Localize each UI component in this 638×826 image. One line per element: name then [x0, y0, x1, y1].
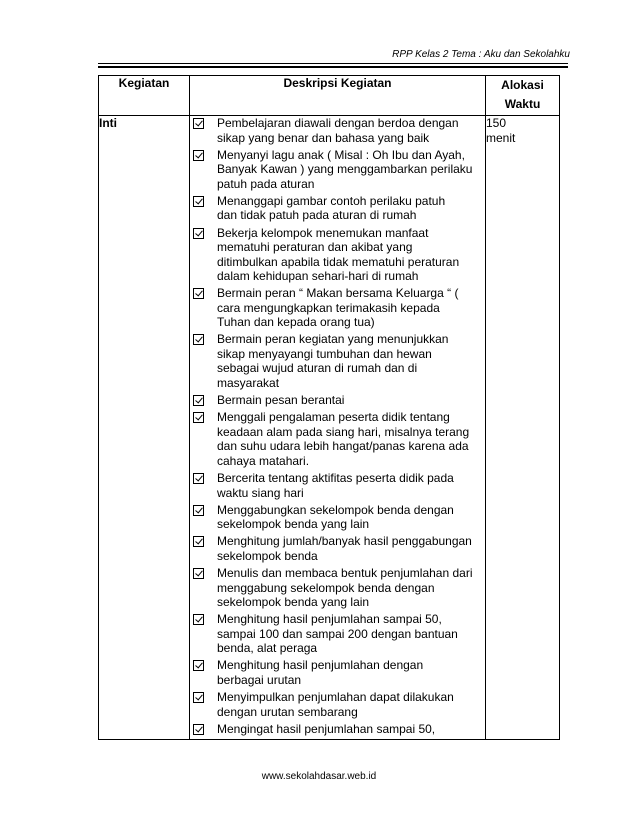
- list-item-line: Banyak Kawan ) yang menggambarkan perilaku: [217, 162, 473, 177]
- activity-list: [190, 116, 485, 736]
- list-item: [190, 226, 485, 284]
- list-item: [190, 194, 485, 223]
- list-item-line: ditimbulkan apabila tidak mematuhi peraturan: [217, 254, 460, 269]
- list-item-line: dan suhu udara lebih hangat/panas karena ada: [217, 439, 469, 454]
- header-deskripsi: Deskripsi Kegiatan: [190, 76, 486, 116]
- list-item-line: Menyimpulkan penjumlahan dapat dilakukan: [217, 690, 454, 705]
- list-item-line: cara mengungkapkan terimakasih kepada: [217, 300, 440, 315]
- list-item: [190, 658, 485, 687]
- list-item-line: Bermain pesan berantai: [217, 393, 345, 408]
- checked-box-icon: [193, 395, 204, 406]
- checked-box-icon: [193, 228, 204, 239]
- table-row: [99, 116, 560, 740]
- list-item-line: waktu siang hari: [217, 485, 304, 500]
- activity-table: [98, 75, 560, 740]
- checked-box-icon: [193, 118, 204, 129]
- list-item-line: Bermain peran “ Makan bersama Keluarga “ (: [217, 286, 459, 301]
- page-header-title: RPP Kelas 2 Tema : Aku dan Sekolahku: [392, 49, 570, 60]
- list-item: [190, 286, 485, 330]
- checked-box-icon: [193, 412, 204, 423]
- checked-box-icon: [193, 505, 204, 516]
- checked-box-icon: [193, 568, 204, 579]
- list-item-line: Pembelajaran diawali dengan berdoa dengan: [217, 116, 459, 130]
- list-item: [190, 690, 485, 719]
- list-item-line: keadaan alam pada siang hari, misalnya terang: [217, 424, 470, 439]
- list-item-line: Menghitung hasil penjumlahan dengan: [217, 658, 424, 673]
- list-item-line: Menggabungkan sekelompok benda dengan: [217, 502, 454, 517]
- list-item-line: sekelompok benda yang lain: [217, 517, 370, 532]
- list-item-line: masyarakat: [217, 375, 280, 390]
- list-item-line: sikap yang benar dan bahasa yang baik: [217, 130, 430, 145]
- alokasi-unit: menit: [486, 131, 516, 145]
- header-rule-thick: [98, 66, 568, 68]
- list-item-line: Menghitung jumlah/banyak hasil penggabungan: [217, 534, 472, 549]
- list-item-line: patuh pada aturan: [217, 176, 315, 191]
- list-item-line: mematuhi peraturan dan akibat yang: [217, 240, 413, 255]
- list-item: [190, 410, 485, 468]
- footer-url: www.sekolahdasar.web.id: [261, 771, 377, 782]
- list-item-line: berbagai urutan: [217, 672, 302, 687]
- list-item-line: sebagai wujud aturan di rumah dan di: [217, 361, 418, 376]
- kegiatan-cell: Inti: [99, 116, 190, 740]
- list-item: [190, 503, 485, 532]
- list-item: [190, 534, 485, 563]
- list-item-line: Menyanyi lagu anak ( Misal : Oh Ibu dan Ayah,: [217, 147, 465, 162]
- list-item-line: Bermain peran kegiatan yang menunjukkan: [217, 332, 449, 347]
- list-item-line: sikap menyayangi tumbuhan dan hewan: [217, 346, 432, 361]
- checked-box-icon: [193, 692, 204, 703]
- alokasi-cell: [486, 116, 560, 740]
- list-item: [190, 148, 485, 192]
- list-item-line: Menulis dan membaca bentuk penjumlahan dari: [217, 566, 473, 581]
- list-item-line: dengan urutan sembarang: [217, 704, 358, 719]
- list-item: [190, 722, 485, 737]
- checked-box-icon: [193, 288, 204, 299]
- list-item-line: cahaya matahari.: [217, 453, 310, 468]
- header-kegiatan: Kegiatan: [99, 76, 190, 116]
- header-alokasi: [486, 76, 560, 116]
- checked-box-icon: [193, 150, 204, 161]
- list-item: [190, 612, 485, 656]
- checked-box-icon: [193, 614, 204, 625]
- list-item: [190, 393, 485, 408]
- table-header-row: [99, 76, 560, 116]
- checked-box-icon: [193, 334, 204, 345]
- list-item-line: Menghitung hasil penjumlahan sampai 50,: [217, 612, 442, 627]
- list-item-line: sekelompok benda: [217, 548, 318, 563]
- list-item-line: Bercerita tentang aktifitas peserta didik pada: [217, 471, 454, 485]
- checked-box-icon: [193, 473, 204, 484]
- list-item-line: sampai 100 dan sampai 200 dengan bantuan: [217, 626, 458, 641]
- header-alokasi-line1: Alokasi: [501, 78, 544, 92]
- list-item: [190, 332, 485, 390]
- checked-box-icon: [193, 660, 204, 671]
- list-item-line: benda, alat peraga: [217, 641, 318, 656]
- list-item: [190, 116, 485, 145]
- list-item-line: Tuhan dan kepada orang tua): [217, 315, 375, 330]
- list-item-line: menggabung sekelompok benda dengan: [217, 580, 435, 595]
- list-item-line: Mengingat hasil penjumlahan sampai 50,: [217, 721, 436, 736]
- list-item: [190, 566, 485, 610]
- list-item-line: Menggali pengalaman peserta didik tentang: [217, 410, 450, 425]
- list-item-line: dan tidak patuh pada aturan di rumah: [217, 208, 417, 223]
- checked-box-icon: [193, 724, 204, 735]
- header-rule-thin: [98, 63, 568, 64]
- alokasi-value: 150: [486, 116, 507, 130]
- list-item-line: dalam kehidupan sehari-hari di rumah: [217, 269, 419, 284]
- header-alokasi-line2: Waktu: [504, 97, 541, 111]
- deskripsi-cell: [190, 116, 486, 740]
- checked-box-icon: [193, 196, 204, 207]
- list-item: [190, 471, 485, 500]
- list-item-line: sekelompok benda yang lain: [217, 595, 370, 610]
- checked-box-icon: [193, 536, 204, 547]
- list-item-line: Bekerja kelompok menemukan manfaat: [217, 225, 429, 240]
- list-item-line: Menanggapi gambar contoh perilaku patuh: [217, 193, 446, 208]
